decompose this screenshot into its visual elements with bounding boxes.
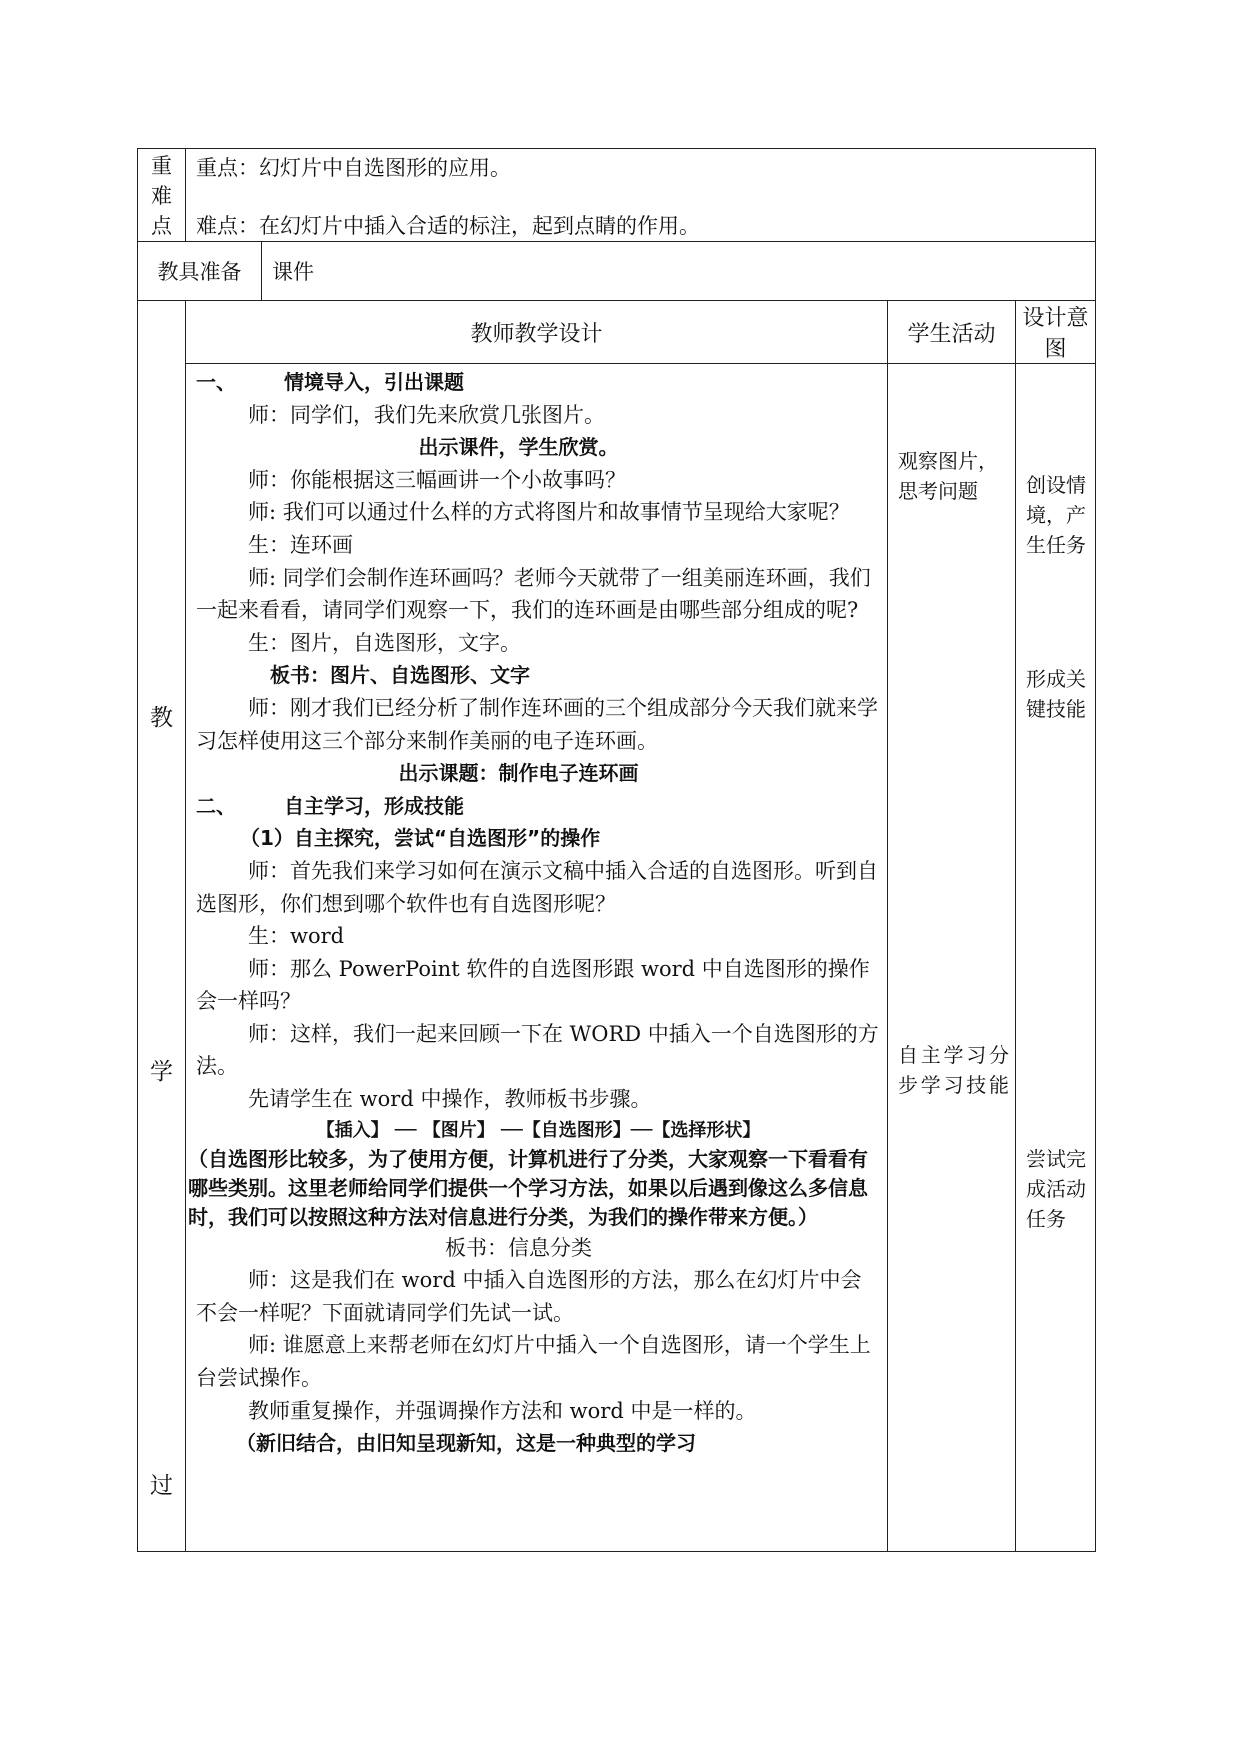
section-title: 二、 自主学习，形成技能	[196, 793, 464, 818]
key-difficult-row	[138, 149, 1096, 242]
design-line: 出示课件，学生欣赏。	[418, 435, 619, 460]
student-activity: 自主学习分步学习技能	[898, 1043, 1009, 1097]
design-line: 出示课题：制作电子连环画	[398, 761, 639, 786]
design-line: 生：word	[248, 924, 345, 949]
design-line: 教师重复操作，并强调操作方法和 word 中是一样的。	[248, 1398, 757, 1423]
design-line: 师：这样，我们一起来回顾一下在 WORD 中插入一个自选图形的方法。	[196, 1021, 879, 1079]
teacher-design-content	[186, 364, 888, 1552]
tools-value: 课件	[262, 242, 1096, 301]
label-char: 难	[151, 184, 172, 208]
design-line: （新旧结合，由旧知呈现新知，这是一种典型的学习	[236, 1431, 696, 1456]
header-design: 教师教学设计	[186, 301, 888, 364]
label-char: 过	[150, 1473, 173, 1499]
header-intent: 设计意图	[1016, 301, 1096, 364]
design-line: 板书：信息分类	[445, 1235, 592, 1260]
design-line: 生：连环画	[248, 532, 353, 557]
design-line: 师：你能根据这三幅画讲一个小故事吗？	[248, 467, 626, 492]
design-line: （1）自主探究，尝试“自选图形”的操作	[240, 826, 601, 851]
design-line: 师: 同学们会制作连环画吗？老师今天就带了一组美丽连环画，我们一起来看看，请同学们观察一下，我们的连环画是由哪些部分组成的呢?	[196, 565, 871, 623]
design-intent-content	[1016, 364, 1096, 1552]
difficult-point: 难点：在幻灯片中插入合适的标注，起到点睛的作用。	[196, 214, 700, 238]
design-line: 先请学生在 word 中操作，教师板书步骤。	[248, 1087, 652, 1112]
section-title: 一、 情境导入，引出课题	[196, 370, 464, 394]
student-activity-content	[888, 364, 1016, 1552]
design-line: 师：这是我们在 word 中插入自选图形的方法，那么在幻灯片中会不会一样呢？下面就请同学们先试一试。	[196, 1268, 862, 1325]
design-line: 板书：图片、自选图形、文字	[270, 663, 530, 688]
design-line: 师: 我们可以通过什么样的方式将图片和故事情节呈现给大家呢？	[248, 500, 850, 525]
process-content-row	[138, 364, 1096, 1552]
design-line: 师：首先我们来学习如何在演示文稿中插入合适的自选图形。听到自选图形，你们想到哪个软件也有自选图形呢？	[196, 858, 878, 916]
label-char: 重	[151, 154, 172, 178]
design-line: 师：同学们，我们先来欣赏几张图片。	[248, 402, 605, 427]
design-line: 师：刚才我们已经分析了制作连环画的三个组成部分今天我们就来学习怎样使用这三个部分来制作美丽的电子连环画。	[196, 695, 878, 753]
student-activity: 观察图片，思考问题	[898, 449, 998, 503]
label-char: 教	[150, 705, 173, 731]
lesson-plan-table	[137, 148, 1096, 1552]
design-intent: 创设情境，产生任务	[1026, 473, 1086, 557]
label-char: 点	[151, 214, 172, 238]
tools-label: 教具准备	[138, 242, 262, 301]
design-line: 【插入】 ── 【图片】 ──【自选图形】──【选择形状】	[316, 1119, 761, 1141]
lesson-plan-page	[137, 148, 1095, 1552]
design-line: 生：图片，自选图形，文字。	[248, 630, 521, 655]
process-header-row	[138, 301, 1096, 364]
tools-row	[138, 242, 1096, 301]
design-intent: 形成关键技能	[1026, 667, 1086, 721]
key-point: 重点：幻灯片中自选图形的应用。	[196, 156, 511, 180]
design-line: （自选图形比较多，为了使用方便，计算机进行了分类，大家观察一下看看有哪些类别。这里老师给同学们提供一个学习方法，如果以后遇到像这么多信息时，我们可以按照这种方法对信息进行分类，为我们的操作带来方便。）	[188, 1146, 868, 1229]
header-student: 学生活动	[888, 301, 1016, 364]
key-difficult-label	[138, 149, 186, 242]
key-difficult-content	[186, 149, 1096, 242]
design-line: 师: 谁愿意上来帮老师在幻灯片中插入一个自选图形，请一个学生上台尝试操作。	[196, 1333, 871, 1391]
design-line: 师：那么 PowerPoint 软件的自选图形跟 word 中自选图形的操作会一样吗？	[196, 956, 870, 1014]
label-char: 学	[150, 1059, 173, 1085]
design-intent: 尝试完成活动任务	[1026, 1147, 1086, 1231]
process-label	[138, 301, 186, 1552]
